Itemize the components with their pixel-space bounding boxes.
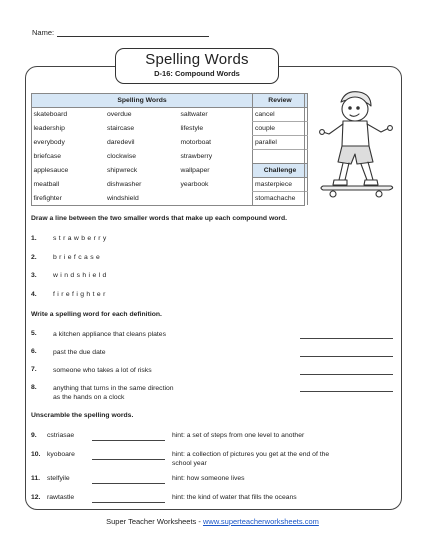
skateboarder-illustration bbox=[315, 88, 400, 206]
question-number: 8. bbox=[31, 384, 37, 391]
word-cell: leadership bbox=[33, 125, 65, 132]
definition-text: anything that turns in the same direction bbox=[53, 385, 174, 392]
scrambled-word: rawtastle bbox=[47, 494, 75, 501]
table-row bbox=[32, 192, 308, 206]
word-cell: applesauce bbox=[33, 167, 69, 174]
challenge-word: stomachache bbox=[253, 192, 308, 206]
title-box bbox=[115, 48, 279, 84]
definition-text-cont: as the hands on a clock bbox=[53, 394, 125, 401]
name-label: Name: bbox=[32, 28, 55, 37]
table-row bbox=[32, 164, 308, 178]
hint-text-cont: school year bbox=[172, 460, 207, 467]
scrambled-word: stelfyile bbox=[47, 475, 70, 482]
table-row bbox=[32, 178, 308, 192]
question-number: 1. bbox=[31, 235, 37, 242]
word-cell: daredevil bbox=[106, 139, 135, 146]
spelling-words-heading: Spelling Words bbox=[32, 94, 253, 108]
hint-text: hint: the kind of water that fills the oceans bbox=[172, 494, 297, 501]
name-line[interactable] bbox=[57, 28, 209, 37]
question-number: 6. bbox=[31, 348, 37, 355]
challenge-word: masterpiece bbox=[253, 178, 308, 192]
word-cell: wallpaper bbox=[180, 167, 210, 174]
word-cell bbox=[178, 192, 252, 206]
review-word: parallel bbox=[253, 136, 308, 150]
hint-text: hint: how someone lives bbox=[172, 475, 245, 482]
word-cell: overdue bbox=[106, 111, 132, 119]
answer-line[interactable] bbox=[92, 440, 165, 441]
question-number: 10. bbox=[31, 451, 41, 458]
footer-text: Super Teacher Worksheets - bbox=[106, 517, 203, 526]
compound-word[interactable]: briefcase bbox=[53, 254, 103, 261]
scrambled-word: kyoboare bbox=[47, 451, 75, 458]
table-row bbox=[32, 122, 308, 136]
table-row bbox=[32, 150, 308, 164]
scrambled-word: cstriasae bbox=[47, 432, 75, 439]
answer-line[interactable] bbox=[92, 483, 165, 484]
compound-word[interactable]: strawberry bbox=[53, 235, 109, 242]
section1-heading: Draw a line between the two smaller words that make up each compound word. bbox=[31, 215, 288, 222]
question-number: 3. bbox=[31, 272, 37, 279]
challenge-heading: Challenge bbox=[253, 164, 308, 178]
section3-heading: Unscramble the spelling words. bbox=[31, 412, 134, 419]
word-cell: yearbook bbox=[180, 181, 209, 188]
answer-line[interactable] bbox=[92, 459, 165, 460]
word-cell: saltwater bbox=[180, 111, 208, 119]
question-number: 2. bbox=[31, 254, 37, 261]
question-number: 11. bbox=[31, 475, 41, 482]
definition-text: a kitchen appliance that cleans plates bbox=[53, 331, 166, 338]
question-number: 5. bbox=[31, 330, 37, 337]
hint-text: hint: a collection of pictures you get at the end of the bbox=[172, 451, 330, 458]
word-cell: skateboard bbox=[33, 111, 68, 119]
spelling-word-table bbox=[31, 93, 308, 205]
word-cell: shipwreck bbox=[106, 167, 138, 174]
page-subtitle: D-16: Compound Words bbox=[154, 69, 240, 78]
word-cell: firefighter bbox=[33, 194, 62, 202]
footer-link[interactable]: www.superteacherworksheets.com bbox=[202, 517, 319, 526]
word-cell: windshield bbox=[106, 194, 139, 202]
definition-text: past the due date bbox=[53, 349, 106, 356]
section2-heading: Write a spelling word for each definition. bbox=[31, 311, 162, 318]
word-cell: everybody bbox=[33, 139, 65, 146]
compound-word[interactable]: windshield bbox=[53, 272, 109, 279]
review-word: couple bbox=[253, 122, 308, 136]
word-cell: staircase bbox=[106, 125, 135, 132]
review-heading: Review bbox=[253, 94, 308, 108]
word-cell: meatball bbox=[33, 181, 60, 188]
review-empty bbox=[253, 150, 308, 164]
name-field[interactable] bbox=[32, 28, 209, 37]
word-cell: motorboat bbox=[180, 139, 212, 146]
hint-text: hint: a set of steps from one level to another bbox=[172, 432, 305, 439]
question-number: 9. bbox=[31, 432, 37, 439]
footer bbox=[0, 517, 425, 526]
question-number: 7. bbox=[31, 366, 37, 373]
answer-line[interactable] bbox=[92, 502, 165, 503]
answer-line[interactable] bbox=[300, 391, 393, 392]
word-cell: briefcase bbox=[33, 153, 62, 160]
compound-word[interactable]: firefighter bbox=[53, 291, 108, 298]
table-row bbox=[32, 136, 308, 150]
table-row bbox=[32, 108, 308, 122]
word-cell: strawberry bbox=[180, 153, 213, 160]
word-cell: dishwasher bbox=[106, 181, 142, 188]
page-title: Spelling Words bbox=[145, 51, 249, 68]
answer-line[interactable] bbox=[300, 356, 393, 357]
answer-line[interactable] bbox=[300, 338, 393, 339]
question-number: 12. bbox=[31, 494, 41, 501]
word-cell: lifestyle bbox=[180, 125, 204, 132]
word-cell: clockwise bbox=[106, 153, 137, 160]
review-word: cancel bbox=[253, 108, 308, 122]
question-number: 4. bbox=[31, 291, 37, 298]
definition-text: someone who takes a lot of risks bbox=[53, 367, 152, 374]
answer-line[interactable] bbox=[300, 374, 393, 375]
